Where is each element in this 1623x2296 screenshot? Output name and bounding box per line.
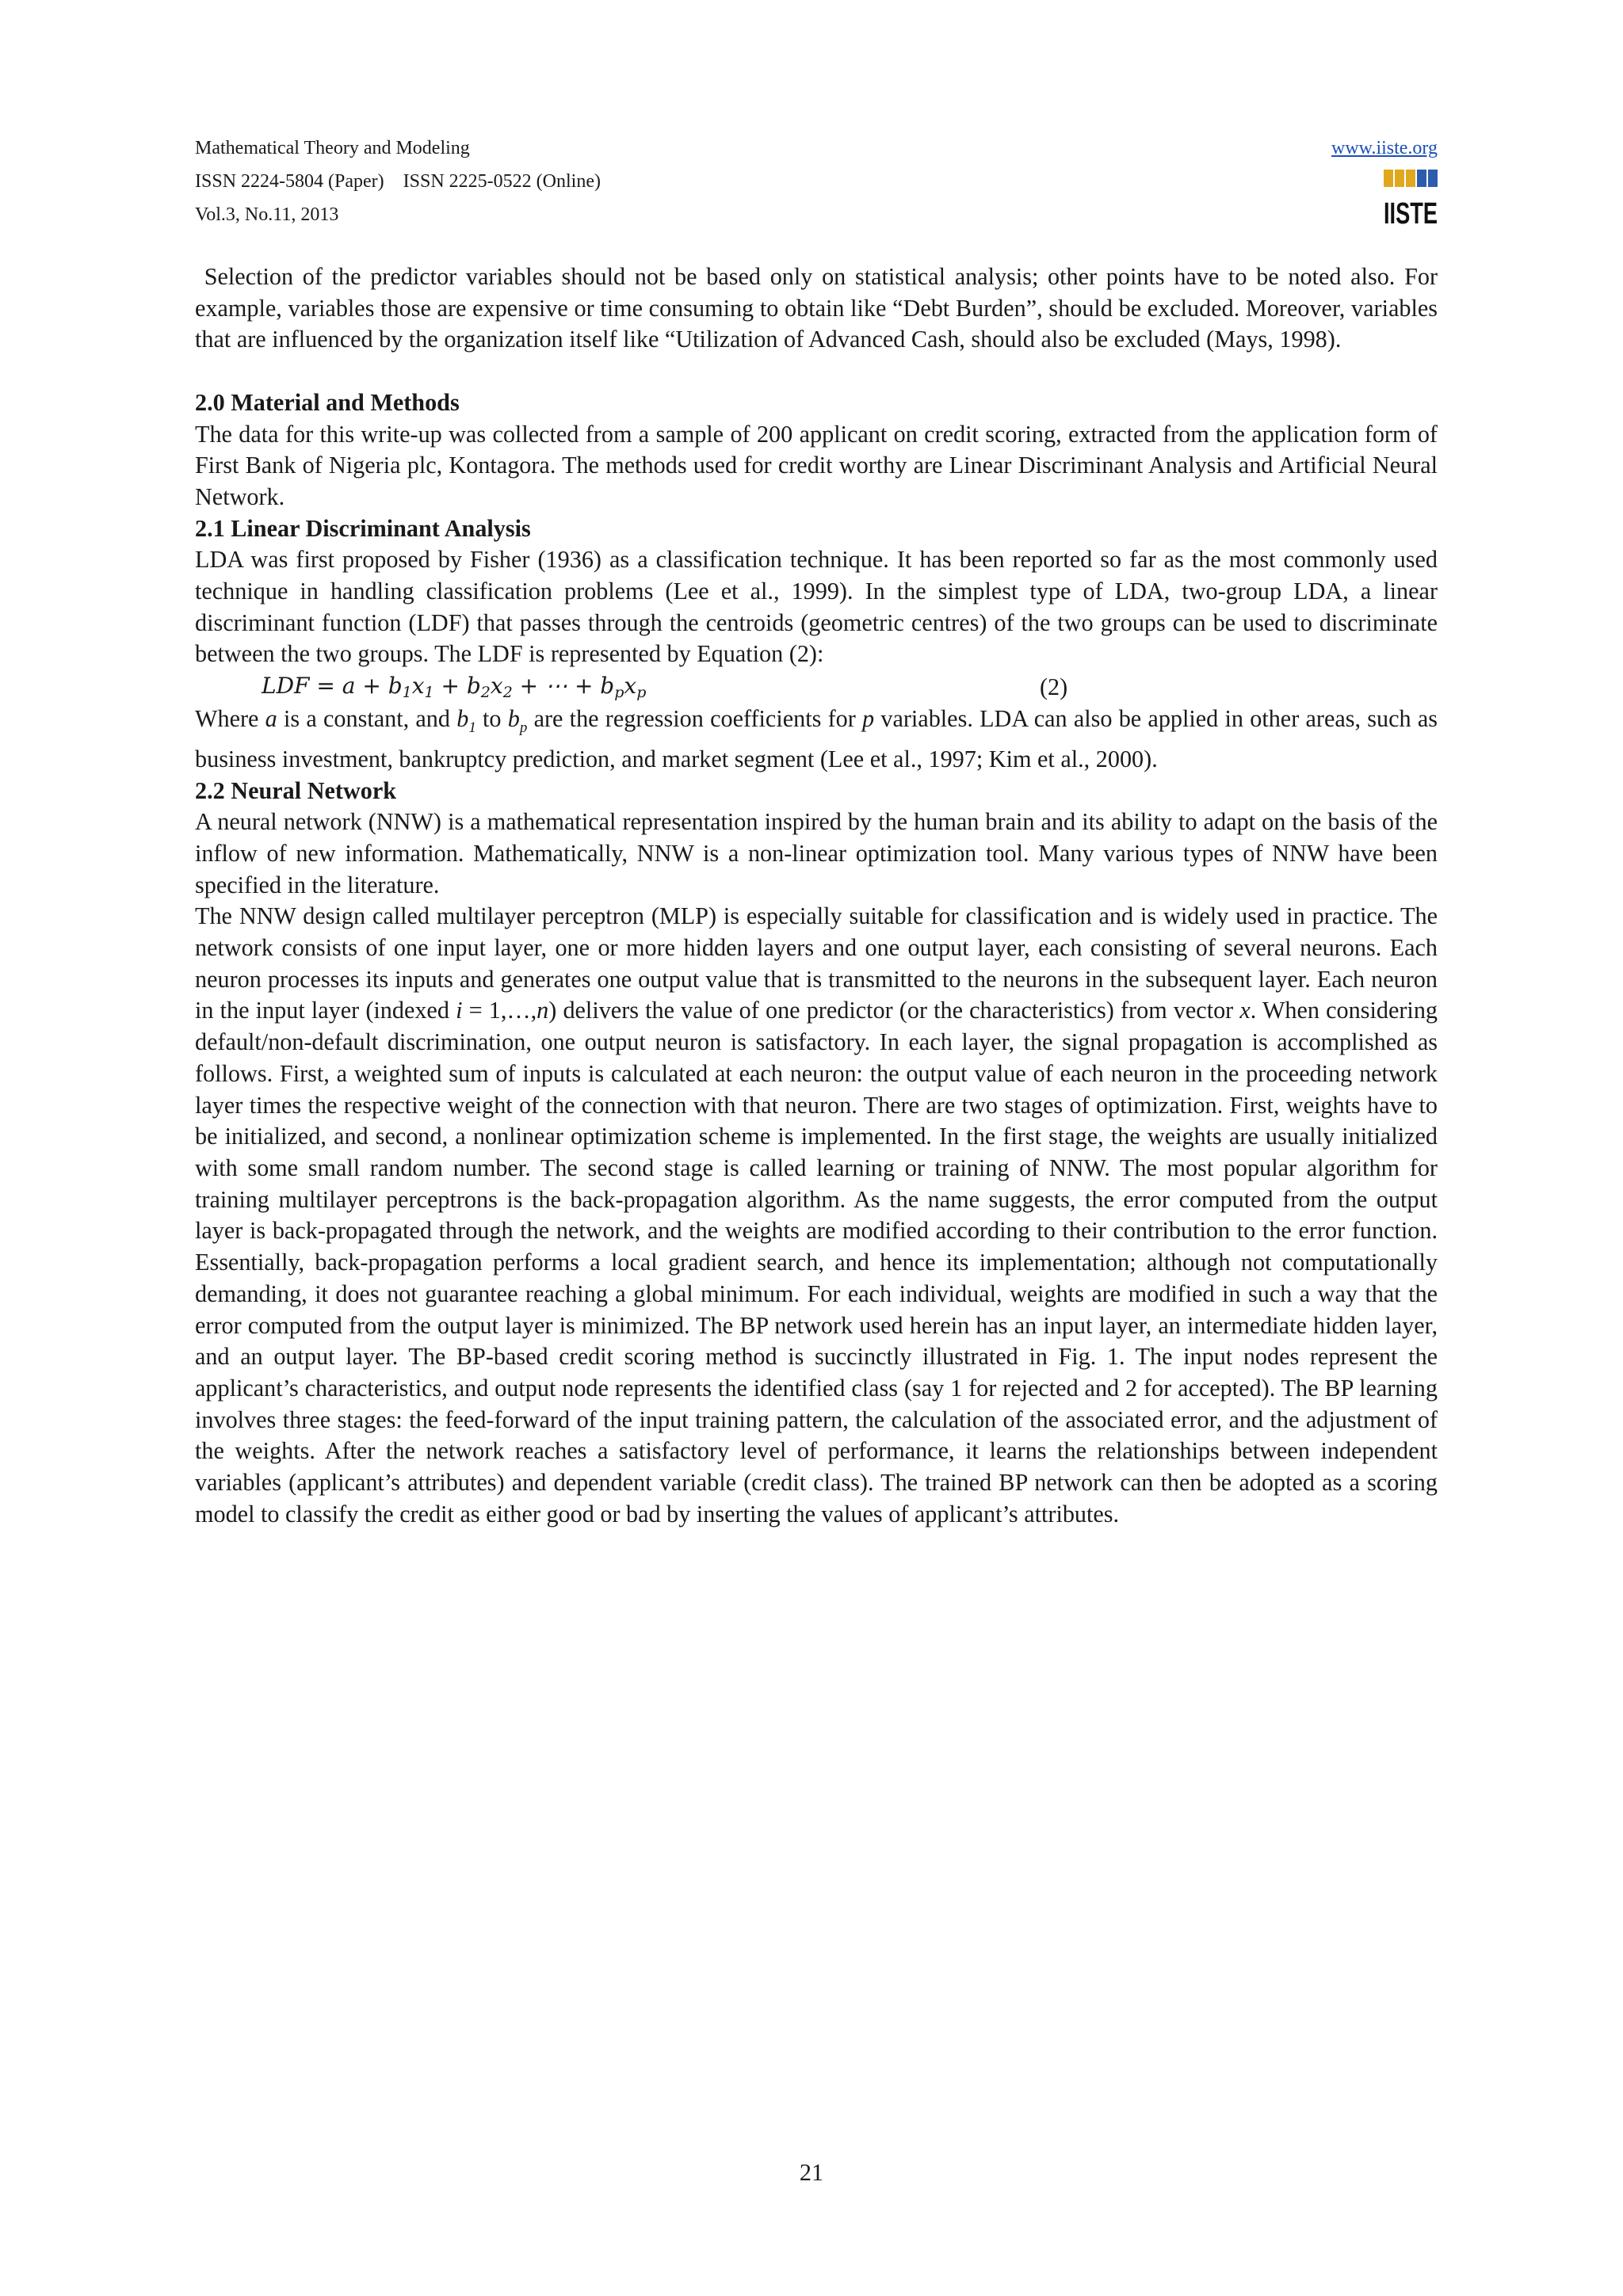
var-bp: b (507, 705, 520, 733)
var-p: p (862, 705, 875, 733)
paragraph-spacer (195, 356, 1438, 387)
page-number: 21 (799, 2159, 824, 2186)
intro-paragraph: Selection of the predictor variables should not be based only on statistical analysis; other points have to be noted also. For example, variables those are expensive or time consuming to obtain like “Debt Burden”, should be excluded. Moreover, variables that are influenced by the organization itself like “Utilization of Advanced Cash, should also be excluded (Mays, 1998). (195, 263, 1444, 353)
journal-url-link[interactable]: www.iiste.org (1331, 138, 1438, 158)
var-b1: b (456, 705, 469, 733)
journal-issn: ISSN 2224-5804 (Paper) ISSN 2225-0522 (Online) (195, 171, 601, 192)
article-body (195, 261, 1444, 1530)
iiste-logo-icon (1384, 170, 1438, 231)
section-heading-neural-network: 2.2 Neural Network (195, 776, 397, 804)
var-a: a (265, 705, 277, 733)
logo-text: IISTE (1384, 197, 1438, 231)
lda-paragraph: LDA was first proposed by Fisher (1936) as a classification technique. It has been reported so far as the most commonly used technique in handling classification problems (Lee et al., 1999). In the simplest type of LDA, two-group LDA, a linear discriminant function (LDF) that passes through the centroids (geometric centres) of the two groups can be used to discriminate between the two groups. The LDF is represented by Equation (2): (195, 546, 1438, 668)
journal-name: Mathematical Theory and Modeling (195, 138, 470, 158)
section-heading-material-methods: 2.0 Material and Methods (195, 388, 460, 416)
nn-paragraph-1: A neural network (NNW) is a mathematical representation inspired by the human brain and its ability to adapt on the basis of the inflow of new information. Mathematically, NNW is a non-linear optimization tool. Many various types of NNW have been specified in the literature. (195, 808, 1438, 898)
journal-volume: Vol.3, No.11, 2013 (195, 204, 339, 225)
equation-2 (195, 670, 1438, 704)
section-heading-lda: 2.1 Linear Discriminant Analysis (195, 514, 531, 542)
equation-number: (2) (1040, 673, 1068, 701)
lda-where-paragraph: Where a is a constant, and $b_1$ to $b_p$ are the regression coefficients for p variables. LDA can also be applied in other areas, such as business investment, bankruptcy prediction, and market segment (Lee et al., 1997; Kim et al., 2000). (195, 705, 1438, 772)
ldf-equation: LDF = $a + b_1x_1 + b_2x_2$ + ⋯ + $b_px_p$ (262, 673, 647, 702)
page-header (195, 136, 1438, 239)
material-methods-paragraph: The data for this write-up was collected from a sample of 200 applicant on credit scoring, extracted from the application form of First Bank of Nigeria plc, Kontagora. The methods used for credit worthy are Linear Discriminant Analysis and Artificial Neural Network. (195, 420, 1438, 510)
nn-paragraph-2: The NNW design called multilayer perceptron (MLP) is especially suitable for classification and is widely used in practice. The network consists of one input layer, one or more hidden layers and one output layer, each consisting of several neurons. Each neuron processes its inputs and generates one output value that is transmitted to the neurons in the subsequent layer. Each neuron in the input layer (indexed i = 1,…,n) delivers the value of one predictor (or the characteristics) from vector x. When considering default/non-default discrimination, one output neuron is satisfactory. In each layer, the signal propagation is accomplished as follows. First, a weighted sum of inputs is calculated at each neuron: the output value of each neuron in the proceeding network layer times the respective weight of the connection with that neuron. There are two stages of optimization. First, weights have to be initialized, and second, a nonlinear optimization scheme is implemented. In the first stage, the weights are usually initialized with some small random number. The second stage is called learning or training of NNW. The most popular algorithm for training multilayer perceptrons is the back-propagation algorithm. As the name suggests, the error computed from the output layer is back-propagated through the network, and the weights are modified according to their contribution to the error function. Essentially, back-propagation performs a local gradient search, and hence its implementation; although not computationally demanding, it does not guarantee reaching a global minimum. For each individual, weights are modified in such a way that the error computed from the output layer is minimized. The BP network used herein has an input layer, an intermediate hidden layer, and an output layer. The BP-based credit scoring method is succinctly illustrated in Fig. 1. The input nodes represent the applicant’s characteristics, and output node represents the identified class (say 1 for rejected and 2 for accepted). The BP learning involves three stages: the feed-forward of the input training pattern, the calculation of the associated error, and the adjustment of the weights. After the network reaches a satisfactory level of performance, it learns the relationships between independent variables (applicant’s attributes) and dependent variable (credit class). The trained BP network can then be adopted as a scoring model to classify the credit as either good or bad by inserting the values of applicant’s attributes. (195, 902, 1438, 1527)
